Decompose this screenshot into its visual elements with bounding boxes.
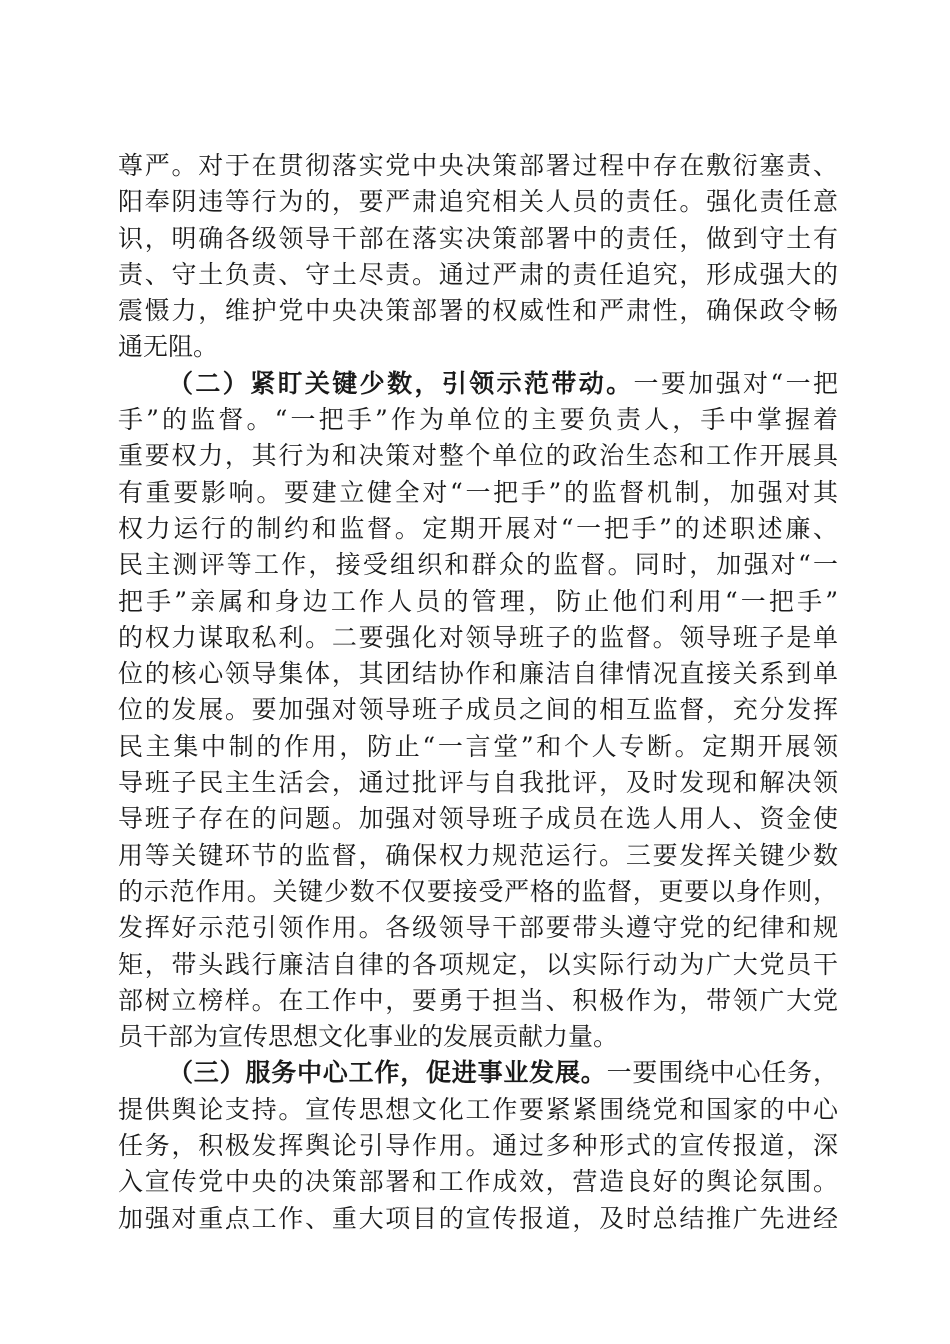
paragraph-line: 位的发展。要加强对领导班子成员之间的相互监督，充分发挥 xyxy=(118,695,838,725)
paragraph-line: 发挥好示范引领作用。各级领导干部要带头遵守党的纪律和规 xyxy=(118,913,838,943)
paragraph-line: 尊严。对于在贯彻落实党中央决策部署过程中存在敷衍塞责、 xyxy=(118,151,838,180)
paragraph-line: 把手”亲属和身边工作人员的管理，防止他们利用“一把手” xyxy=(118,586,838,616)
paragraph-line: 位的核心领导集体，其团结协作和廉洁自律情况直接关系到单 xyxy=(118,659,838,689)
section-3-heading: （三）服务中心工作，促进事业发展。 xyxy=(168,1058,607,1088)
paragraph-line: 员干部为宣传思想文化事业的发展贡献力量。 xyxy=(118,1022,619,1052)
section-2-heading: （二）紧盯关键少数，引领示范带动。 xyxy=(168,368,634,398)
paragraph-line: 部树立榜样。在工作中，要勇于担当、积极作为，带领广大党 xyxy=(118,985,838,1015)
section-2-first-line xyxy=(118,366,838,402)
paragraph-line: 矩，带头践行廉洁自律的各项规定，以实际行动为广大党员干 xyxy=(118,949,838,979)
section-2-first-line-text: 一要加强对“一把 xyxy=(633,368,838,398)
paragraph-line: 震慑力，维护党中央决策部署的权威性和严肃性，确保政令畅 xyxy=(118,296,838,326)
section-3-first-line-text: 一要围绕中心任务， xyxy=(606,1058,838,1088)
paragraph-line: 手”的监督。“一把手”作为单位的主要负责人，手中掌握着 xyxy=(118,405,838,435)
paragraph-line: 入宣传党中央的决策部署和工作成效，营造良好的舆论氛围。 xyxy=(118,1167,838,1197)
paragraph-line: 导班子民主生活会，通过批评与自我批评，及时发现和解决领 xyxy=(118,768,838,798)
paragraph-line: 识，明确各级领导干部在落实决策部署中的责任，做到守土有 xyxy=(118,223,838,253)
paragraph-line: 用等关键环节的监督，确保权力规范运行。三要发挥关键少数 xyxy=(118,840,838,870)
paragraph-line: 的示范作用。关键少数不仅要接受严格的监督，更要以身作则， xyxy=(118,876,838,906)
paragraph-line: 通无阻。 xyxy=(118,332,219,362)
paragraph-line: 权力运行的制约和监督。定期开展对“一把手”的述职述廉、 xyxy=(118,513,838,543)
paragraph-line: 导班子存在的问题。加强对领导班子成员在选人用人、资金使 xyxy=(118,804,838,834)
paragraph-line: 责、守土负责、守土尽责。通过严肃的责任追究，形成强大的 xyxy=(118,259,838,289)
paragraph-line: 有重要影响。要建立健全对“一把手”的监督机制，加强对其 xyxy=(118,477,838,507)
paragraph-line: 加强对重点工作、重大项目的宣传报道，及时总结推广先进经 xyxy=(118,1203,838,1233)
paragraph-line: 重要权力，其行为和决策对整个单位的政治生态和工作开展具 xyxy=(118,441,838,471)
paragraph-line: 的权力谋取私利。二要强化对领导班子的监督。领导班子是单 xyxy=(118,622,838,652)
section-3-first-line xyxy=(118,1055,838,1091)
document-body xyxy=(118,148,838,1237)
paragraph-line: 民主测评等工作，接受组织和群众的监督。同时，加强对“一 xyxy=(118,550,838,580)
paragraph-line: 任务，积极发挥舆论引导作用。通过多种形式的宣传报道，深 xyxy=(118,1131,838,1161)
paragraph-line: 提供舆论支持。宣传思想文化工作要紧紧围绕党和国家的中心 xyxy=(118,1094,838,1124)
paragraph-line: 民主集中制的作用，防止“一言堂”和个人专断。定期开展领 xyxy=(118,731,838,761)
paragraph-line: 阳奉阴违等行为的，要严肃追究相关人员的责任。强化责任意 xyxy=(118,187,838,217)
